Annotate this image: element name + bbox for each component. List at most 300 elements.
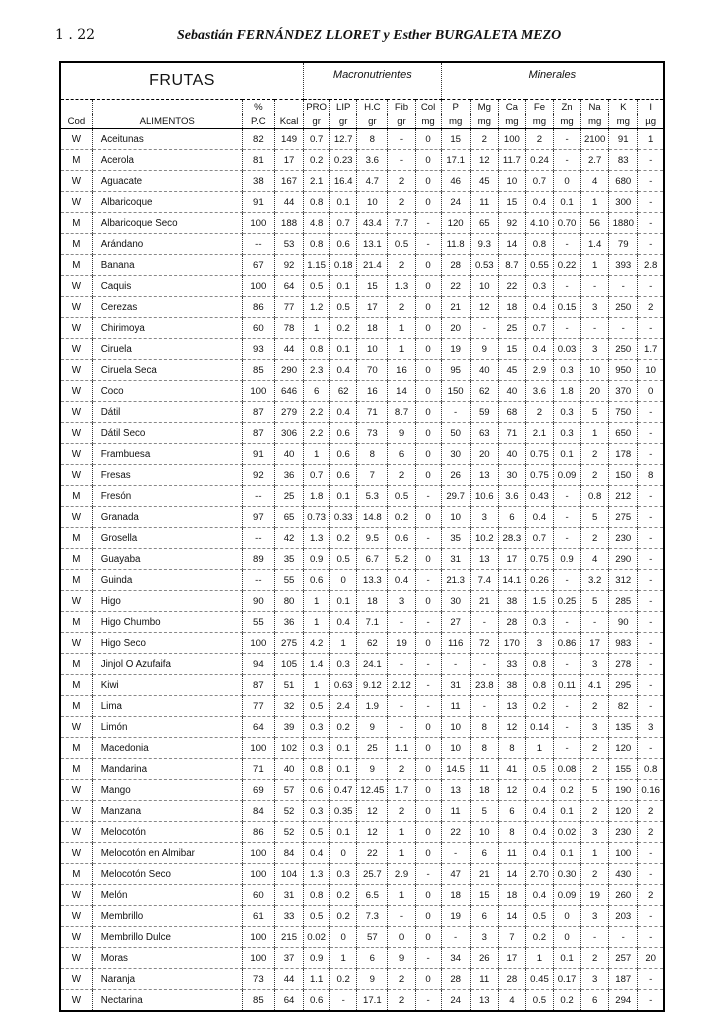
cell-cod: M bbox=[61, 696, 92, 717]
cell-cod: M bbox=[61, 570, 92, 591]
cell-pc: -- bbox=[242, 570, 274, 591]
cell-pc: 64 bbox=[242, 717, 274, 738]
cell-pc: 90 bbox=[242, 591, 274, 612]
cell-hc: 13.3 bbox=[357, 570, 388, 591]
cell-col: 0 bbox=[415, 549, 441, 570]
cell-lip: 0.1 bbox=[330, 822, 357, 843]
cell-na: 2 bbox=[581, 864, 609, 885]
cell-zn: 0.1 bbox=[554, 948, 581, 969]
cell-cod: W bbox=[61, 948, 92, 969]
cell-k: 950 bbox=[609, 360, 638, 381]
cell-hc: 14.8 bbox=[357, 507, 388, 528]
table-row bbox=[61, 339, 663, 360]
cell-alimento: Dátil Seco bbox=[92, 423, 242, 444]
cell-mg: 10.6 bbox=[470, 486, 498, 507]
cell-kcal: 35 bbox=[274, 549, 303, 570]
cell-hc: 18 bbox=[357, 591, 388, 612]
cell-zn: - bbox=[554, 696, 581, 717]
cell-alimento: Naranja bbox=[92, 969, 242, 990]
cell-alimento: Acerola bbox=[92, 150, 242, 171]
cell-zn: 0.3 bbox=[554, 423, 581, 444]
cell-kcal: 52 bbox=[274, 801, 303, 822]
cell-k: - bbox=[609, 276, 638, 297]
table-row bbox=[61, 990, 663, 1011]
cell-na: 2.7 bbox=[581, 150, 609, 171]
nutrition-table-frame bbox=[59, 61, 665, 1012]
cell-col: 0 bbox=[415, 507, 441, 528]
cell-p: - bbox=[441, 927, 470, 948]
cell-fe: 0.7 bbox=[525, 171, 553, 192]
table-row bbox=[61, 696, 663, 717]
cell-p: 28 bbox=[441, 969, 470, 990]
cell-fe: 1 bbox=[525, 738, 553, 759]
cell-k: 650 bbox=[609, 423, 638, 444]
cell-pro: 0.02 bbox=[304, 927, 330, 948]
cell-zn: 0.25 bbox=[554, 591, 581, 612]
cell-pro: 1.3 bbox=[304, 864, 330, 885]
cell-col: 0 bbox=[415, 255, 441, 276]
cell-p: 35 bbox=[441, 528, 470, 549]
cell-zn: 0.1 bbox=[554, 843, 581, 864]
cell-hc: 8 bbox=[357, 444, 388, 465]
cell-kcal: 39 bbox=[274, 717, 303, 738]
cell-i: - bbox=[638, 549, 663, 570]
cell-zn: 0.22 bbox=[554, 255, 581, 276]
cell-fib: 6 bbox=[388, 444, 415, 465]
header-ca-unit: mg bbox=[498, 114, 525, 129]
cell-k: 90 bbox=[609, 612, 638, 633]
cell-alimento: Dátil bbox=[92, 402, 242, 423]
cell-k: 187 bbox=[609, 969, 638, 990]
cell-zn: - bbox=[554, 318, 581, 339]
cell-hc: 6.7 bbox=[357, 549, 388, 570]
cell-i: - bbox=[638, 738, 663, 759]
cell-zn: - bbox=[554, 129, 581, 150]
cell-lip: 0.63 bbox=[330, 675, 357, 696]
cell-lip: 2.4 bbox=[330, 696, 357, 717]
header-fib-label: Fib bbox=[388, 100, 415, 115]
cell-fe: 0.3 bbox=[525, 276, 553, 297]
cell-i: 2 bbox=[638, 801, 663, 822]
cell-pc: 91 bbox=[242, 444, 274, 465]
header-pc-label: % bbox=[242, 100, 274, 115]
cell-kcal: 37 bbox=[274, 948, 303, 969]
cell-k: 278 bbox=[609, 654, 638, 675]
cell-ca: 28.3 bbox=[498, 528, 525, 549]
cell-cod: W bbox=[61, 339, 92, 360]
page-title: Sebastián FERNÁNDEZ LLORET y Esther BURGALETA MEZO bbox=[177, 28, 562, 43]
cell-kcal: 36 bbox=[274, 465, 303, 486]
cell-pc: 91 bbox=[242, 192, 274, 213]
cell-pc: 94 bbox=[242, 654, 274, 675]
cell-mg: 13 bbox=[470, 465, 498, 486]
cell-p: 95 bbox=[441, 360, 470, 381]
header-fe-label: Fe bbox=[525, 100, 553, 115]
cell-k: 250 bbox=[609, 339, 638, 360]
cell-col: 0 bbox=[415, 276, 441, 297]
cell-col: 0 bbox=[415, 381, 441, 402]
cell-kcal: 17 bbox=[274, 150, 303, 171]
header-cod-unit: Cod bbox=[61, 114, 92, 129]
cell-cod: W bbox=[61, 969, 92, 990]
header-mg-unit: mg bbox=[470, 114, 498, 129]
cell-fe: 0.14 bbox=[525, 717, 553, 738]
cell-kcal: 167 bbox=[274, 171, 303, 192]
cell-na: 56 bbox=[581, 213, 609, 234]
cell-alimento: Membrillo bbox=[92, 906, 242, 927]
cell-na: 20 bbox=[581, 381, 609, 402]
cell-col: - bbox=[415, 654, 441, 675]
cell-i: 2 bbox=[638, 822, 663, 843]
cell-mg: 12 bbox=[470, 150, 498, 171]
header-ca-label: Ca bbox=[498, 100, 525, 115]
cell-zn: - bbox=[554, 486, 581, 507]
table-row bbox=[61, 612, 663, 633]
cell-na: 1 bbox=[581, 423, 609, 444]
cell-lip: 0.6 bbox=[330, 465, 357, 486]
cell-k: 295 bbox=[609, 675, 638, 696]
cell-fe: 0.5 bbox=[525, 990, 553, 1011]
cell-pc: 77 bbox=[242, 696, 274, 717]
cell-mg: 2 bbox=[470, 129, 498, 150]
cell-fib: 2 bbox=[388, 990, 415, 1011]
cell-i: - bbox=[638, 486, 663, 507]
cell-i: - bbox=[638, 213, 663, 234]
cell-k: 290 bbox=[609, 549, 638, 570]
cell-fe: 0.5 bbox=[525, 759, 553, 780]
cell-pro: 0.9 bbox=[304, 549, 330, 570]
cell-p: 46 bbox=[441, 171, 470, 192]
cell-p: 22 bbox=[441, 276, 470, 297]
cell-hc: 7 bbox=[357, 465, 388, 486]
cell-mg: 40 bbox=[470, 360, 498, 381]
cell-fe: 0.4 bbox=[525, 780, 553, 801]
cell-alimento: Aceitunas bbox=[92, 129, 242, 150]
cell-i: - bbox=[638, 990, 663, 1011]
cell-i: - bbox=[638, 234, 663, 255]
cell-hc: 7.3 bbox=[357, 906, 388, 927]
cell-lip: 0.2 bbox=[330, 906, 357, 927]
cell-fe: 0.4 bbox=[525, 885, 553, 906]
cell-i: 0 bbox=[638, 381, 663, 402]
cell-mg: 65 bbox=[470, 213, 498, 234]
cell-alimento: Macedonia bbox=[92, 738, 242, 759]
cell-mg: 11 bbox=[470, 192, 498, 213]
cell-pc: 100 bbox=[242, 948, 274, 969]
cell-fib: 14 bbox=[388, 381, 415, 402]
cell-na: 19 bbox=[581, 885, 609, 906]
cell-i: - bbox=[638, 444, 663, 465]
cell-na: 5 bbox=[581, 507, 609, 528]
cell-kcal: 646 bbox=[274, 381, 303, 402]
cell-fe: 0.45 bbox=[525, 969, 553, 990]
cell-na: 4 bbox=[581, 171, 609, 192]
cell-p: 19 bbox=[441, 339, 470, 360]
cell-lip: 1 bbox=[330, 948, 357, 969]
cell-lip: 0.1 bbox=[330, 759, 357, 780]
cell-pro: 0.2 bbox=[304, 150, 330, 171]
cell-pro: 1 bbox=[304, 612, 330, 633]
cell-k: 120 bbox=[609, 801, 638, 822]
cell-hc: 17 bbox=[357, 297, 388, 318]
cell-pro: 1 bbox=[304, 444, 330, 465]
cell-fib: 1 bbox=[388, 339, 415, 360]
cell-k: 150 bbox=[609, 465, 638, 486]
cell-pro: 0.3 bbox=[304, 738, 330, 759]
cell-cod: M bbox=[61, 255, 92, 276]
cell-fib: 1.7 bbox=[388, 780, 415, 801]
cell-hc: 73 bbox=[357, 423, 388, 444]
cell-fib: 9 bbox=[388, 423, 415, 444]
cell-p: 13 bbox=[441, 780, 470, 801]
cell-cod: W bbox=[61, 906, 92, 927]
cell-pc: -- bbox=[242, 486, 274, 507]
cell-ca: 25 bbox=[498, 318, 525, 339]
cell-col: 0 bbox=[415, 318, 441, 339]
cell-fe: 2.9 bbox=[525, 360, 553, 381]
cell-ca: 18 bbox=[498, 297, 525, 318]
table-row bbox=[61, 654, 663, 675]
cell-lip: 0.23 bbox=[330, 150, 357, 171]
cell-hc: 16 bbox=[357, 381, 388, 402]
cell-pro: 2.2 bbox=[304, 402, 330, 423]
cell-fib: 2.9 bbox=[388, 864, 415, 885]
cell-zn: 0.30 bbox=[554, 864, 581, 885]
table-row bbox=[61, 759, 663, 780]
cell-ca: 28 bbox=[498, 612, 525, 633]
cell-cod: M bbox=[61, 213, 92, 234]
cell-mg: 6 bbox=[470, 843, 498, 864]
cell-p: 24 bbox=[441, 192, 470, 213]
cell-i: 0.16 bbox=[638, 780, 663, 801]
cell-ca: 170 bbox=[498, 633, 525, 654]
cell-fe: 3.6 bbox=[525, 381, 553, 402]
cell-cod: W bbox=[61, 423, 92, 444]
cell-hc: 25 bbox=[357, 738, 388, 759]
cell-pro: 0.6 bbox=[304, 570, 330, 591]
cell-i: 2 bbox=[638, 297, 663, 318]
cell-ca: 14 bbox=[498, 906, 525, 927]
cell-fib: - bbox=[388, 906, 415, 927]
cell-kcal: 51 bbox=[274, 675, 303, 696]
cell-pc: 92 bbox=[242, 465, 274, 486]
cell-fib: 2 bbox=[388, 759, 415, 780]
cell-p: 17.1 bbox=[441, 150, 470, 171]
cell-k: 257 bbox=[609, 948, 638, 969]
cell-hc: 21.4 bbox=[357, 255, 388, 276]
cell-lip: 0 bbox=[330, 843, 357, 864]
cell-col: - bbox=[415, 696, 441, 717]
cell-cod: W bbox=[61, 591, 92, 612]
header-pro-label: PRO bbox=[304, 100, 330, 115]
cell-zn: - bbox=[554, 507, 581, 528]
cell-na: 2 bbox=[581, 948, 609, 969]
header-kcal-label bbox=[274, 100, 303, 115]
cell-pro: 1 bbox=[304, 318, 330, 339]
cell-kcal: 55 bbox=[274, 570, 303, 591]
cell-zn: 0.3 bbox=[554, 360, 581, 381]
table-row bbox=[61, 528, 663, 549]
cell-cod: M bbox=[61, 486, 92, 507]
cell-p: 21 bbox=[441, 297, 470, 318]
cell-fe: 0.8 bbox=[525, 675, 553, 696]
cell-i: - bbox=[638, 591, 663, 612]
cell-fe: 0.4 bbox=[525, 507, 553, 528]
cell-pc: 87 bbox=[242, 675, 274, 696]
cell-kcal: 42 bbox=[274, 528, 303, 549]
cell-col: 0 bbox=[415, 465, 441, 486]
cell-pc: 69 bbox=[242, 780, 274, 801]
cell-lip: 0.7 bbox=[330, 213, 357, 234]
header-lip-label: LIP bbox=[330, 100, 357, 115]
cell-k: 430 bbox=[609, 864, 638, 885]
header-alimento-label bbox=[92, 100, 242, 115]
cell-ca: 41 bbox=[498, 759, 525, 780]
cell-pro: 1 bbox=[304, 591, 330, 612]
table-row bbox=[61, 192, 663, 213]
cell-p: 11 bbox=[441, 801, 470, 822]
cell-kcal: 40 bbox=[274, 759, 303, 780]
cell-fib: 0.4 bbox=[388, 570, 415, 591]
cell-k: 230 bbox=[609, 822, 638, 843]
cell-p: - bbox=[441, 402, 470, 423]
table-row bbox=[61, 549, 663, 570]
table-row bbox=[61, 738, 663, 759]
cell-fe: 0.2 bbox=[525, 927, 553, 948]
cell-mg: 23.8 bbox=[470, 675, 498, 696]
cell-ca: 38 bbox=[498, 591, 525, 612]
cell-mg: 7.4 bbox=[470, 570, 498, 591]
cell-pro: 0.4 bbox=[304, 843, 330, 864]
cell-i: - bbox=[638, 528, 663, 549]
cell-na: 2 bbox=[581, 528, 609, 549]
cell-col: - bbox=[415, 234, 441, 255]
table-row bbox=[61, 423, 663, 444]
cell-alimento: Guinda bbox=[92, 570, 242, 591]
cell-alimento: Jinjol O Azufaifa bbox=[92, 654, 242, 675]
cell-lip: 0.2 bbox=[330, 969, 357, 990]
cell-cod: W bbox=[61, 276, 92, 297]
cell-hc: 9 bbox=[357, 717, 388, 738]
cell-p: 21.3 bbox=[441, 570, 470, 591]
header-lip-unit: gr bbox=[330, 114, 357, 129]
cell-zn: 0.2 bbox=[554, 780, 581, 801]
cell-alimento: Guayaba bbox=[92, 549, 242, 570]
cell-fe: 2 bbox=[525, 129, 553, 150]
cell-pc: 60 bbox=[242, 318, 274, 339]
table-row bbox=[61, 780, 663, 801]
cell-na: 2 bbox=[581, 444, 609, 465]
cell-fe: 0.7 bbox=[525, 318, 553, 339]
cell-mg: 8 bbox=[470, 738, 498, 759]
cell-mg: 8 bbox=[470, 717, 498, 738]
cell-pro: 2.2 bbox=[304, 423, 330, 444]
cell-pc: 81 bbox=[242, 150, 274, 171]
cell-pro: 1.3 bbox=[304, 528, 330, 549]
cell-cod: W bbox=[61, 780, 92, 801]
cell-ca: 13 bbox=[498, 696, 525, 717]
cell-pc: 100 bbox=[242, 381, 274, 402]
cell-zn: - bbox=[554, 276, 581, 297]
cell-pc: 71 bbox=[242, 759, 274, 780]
cell-cod: W bbox=[61, 927, 92, 948]
cell-fib: 0.5 bbox=[388, 234, 415, 255]
cell-i: - bbox=[638, 318, 663, 339]
cell-na: 3 bbox=[581, 717, 609, 738]
header-kcal-unit: Kcal bbox=[274, 114, 303, 129]
cell-lip: 0.6 bbox=[330, 234, 357, 255]
cell-ca: 15 bbox=[498, 192, 525, 213]
cell-fe: 0.4 bbox=[525, 822, 553, 843]
cell-k: 285 bbox=[609, 591, 638, 612]
table-row bbox=[61, 843, 663, 864]
cell-fib: 16 bbox=[388, 360, 415, 381]
cell-fib: 2 bbox=[388, 465, 415, 486]
header-fe-unit: mg bbox=[525, 114, 553, 129]
cell-na: 0.8 bbox=[581, 486, 609, 507]
cell-alimento: Limón bbox=[92, 717, 242, 738]
cell-pc: 86 bbox=[242, 297, 274, 318]
cell-mg: 5 bbox=[470, 801, 498, 822]
cell-col: 0 bbox=[415, 801, 441, 822]
cell-hc: 15 bbox=[357, 276, 388, 297]
cell-alimento: Cerezas bbox=[92, 297, 242, 318]
cell-pc: 60 bbox=[242, 885, 274, 906]
table-row bbox=[61, 507, 663, 528]
cell-na: 3 bbox=[581, 822, 609, 843]
cell-fe: 0.3 bbox=[525, 612, 553, 633]
cell-na: 3 bbox=[581, 297, 609, 318]
cell-zn: 0.08 bbox=[554, 759, 581, 780]
cell-lip: 0.18 bbox=[330, 255, 357, 276]
cell-hc: 10 bbox=[357, 339, 388, 360]
table-row bbox=[61, 906, 663, 927]
cell-na: 4.1 bbox=[581, 675, 609, 696]
cell-alimento: Higo Seco bbox=[92, 633, 242, 654]
cell-fib: - bbox=[388, 150, 415, 171]
table-row bbox=[61, 591, 663, 612]
cell-zn: 0.3 bbox=[554, 402, 581, 423]
cell-alimento: Manzana bbox=[92, 801, 242, 822]
cell-kcal: 77 bbox=[274, 297, 303, 318]
cell-fib: 0.6 bbox=[388, 528, 415, 549]
cell-pc: 61 bbox=[242, 906, 274, 927]
cell-k: 1880 bbox=[609, 213, 638, 234]
cell-fib: 2 bbox=[388, 171, 415, 192]
cell-col: 0 bbox=[415, 339, 441, 360]
cell-cod: M bbox=[61, 612, 92, 633]
cell-col: 0 bbox=[415, 192, 441, 213]
cell-ca: 40 bbox=[498, 381, 525, 402]
table-row bbox=[61, 885, 663, 906]
cell-fib: 5.2 bbox=[388, 549, 415, 570]
cell-cod: W bbox=[61, 381, 92, 402]
cell-na: 6 bbox=[581, 990, 609, 1011]
cell-pc: 67 bbox=[242, 255, 274, 276]
cell-ca: 4 bbox=[498, 990, 525, 1011]
cell-ca: 11 bbox=[498, 843, 525, 864]
cell-col: 0 bbox=[415, 759, 441, 780]
cell-na: 3.2 bbox=[581, 570, 609, 591]
cell-mg: 21 bbox=[470, 864, 498, 885]
cell-zn: - bbox=[554, 150, 581, 171]
cell-p: 22 bbox=[441, 822, 470, 843]
cell-fe: 0.43 bbox=[525, 486, 553, 507]
cell-cod: M bbox=[61, 675, 92, 696]
cell-cod: W bbox=[61, 717, 92, 738]
cell-pro: 4.8 bbox=[304, 213, 330, 234]
cell-k: 230 bbox=[609, 528, 638, 549]
